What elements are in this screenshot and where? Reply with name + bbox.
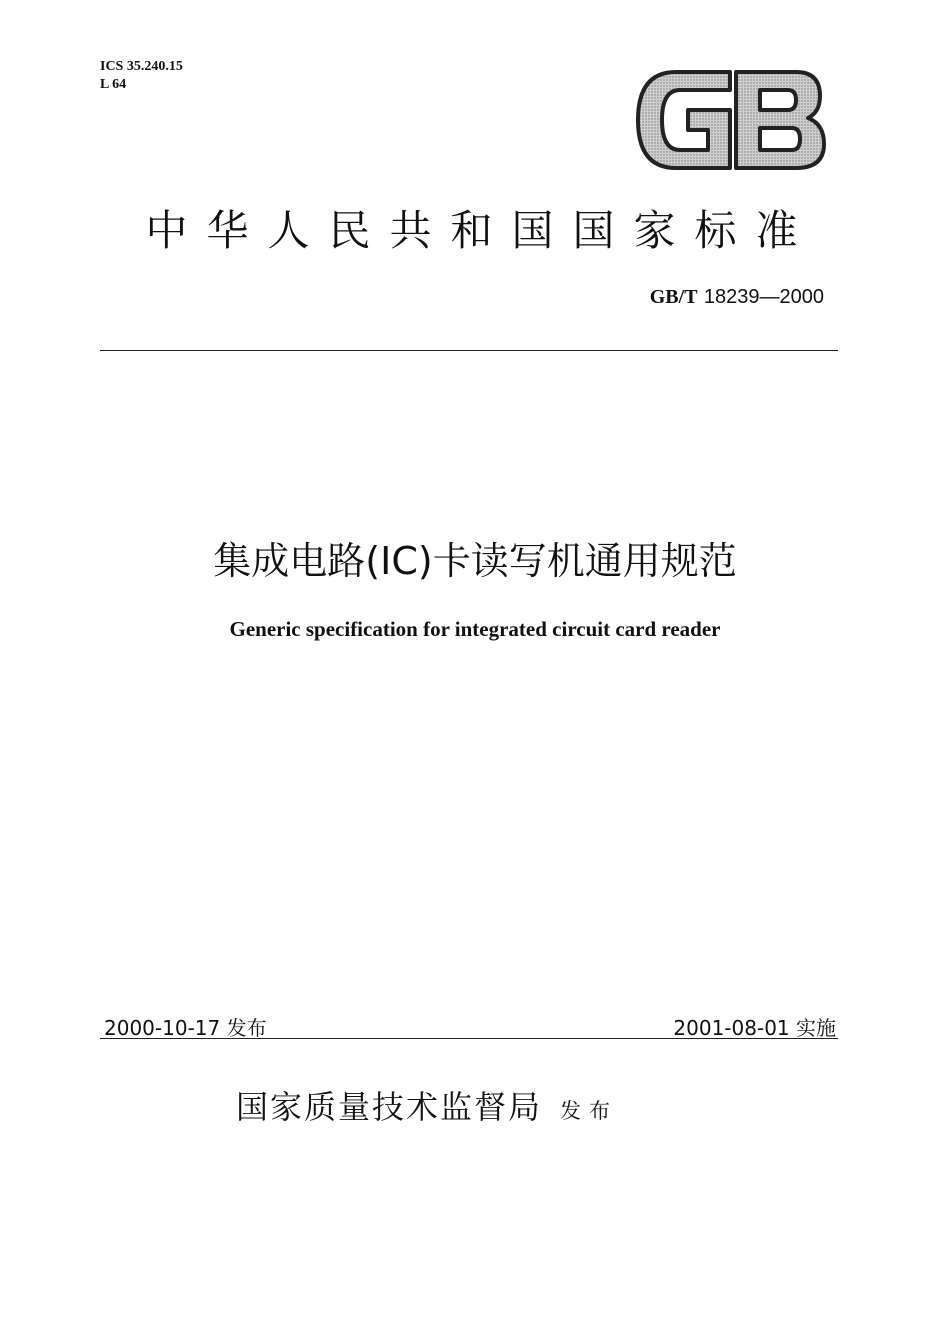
standard-number <box>650 284 824 309</box>
gb-logo <box>636 70 826 170</box>
document-title-english: Generic specification for integrated circuit card reader <box>229 617 721 641</box>
ccs-code: L 64 <box>100 77 127 92</box>
publisher-organization: 国家质量技术监督局 <box>236 1088 543 1126</box>
publisher <box>236 1082 618 1128</box>
document-title-chinese: 集成电路(IC)卡读写机通用规范 <box>213 539 737 583</box>
standard-code: 18239—2000 <box>703 286 824 308</box>
national-standard-heading: 中华人民共和国国家标准 <box>145 206 817 255</box>
publisher-action: 发布 <box>560 1099 619 1123</box>
standard-prefix: GB/T <box>649 286 698 308</box>
ics-code: ICS 35.240.15 <box>100 59 183 74</box>
top-divider <box>100 350 838 351</box>
implementation-date: 2001-08-01 实施 <box>673 1016 836 1040</box>
issue-date: 2000-10-17 发布 <box>104 1016 267 1040</box>
classification-codes <box>100 58 183 94</box>
bottom-divider <box>100 1038 838 1039</box>
